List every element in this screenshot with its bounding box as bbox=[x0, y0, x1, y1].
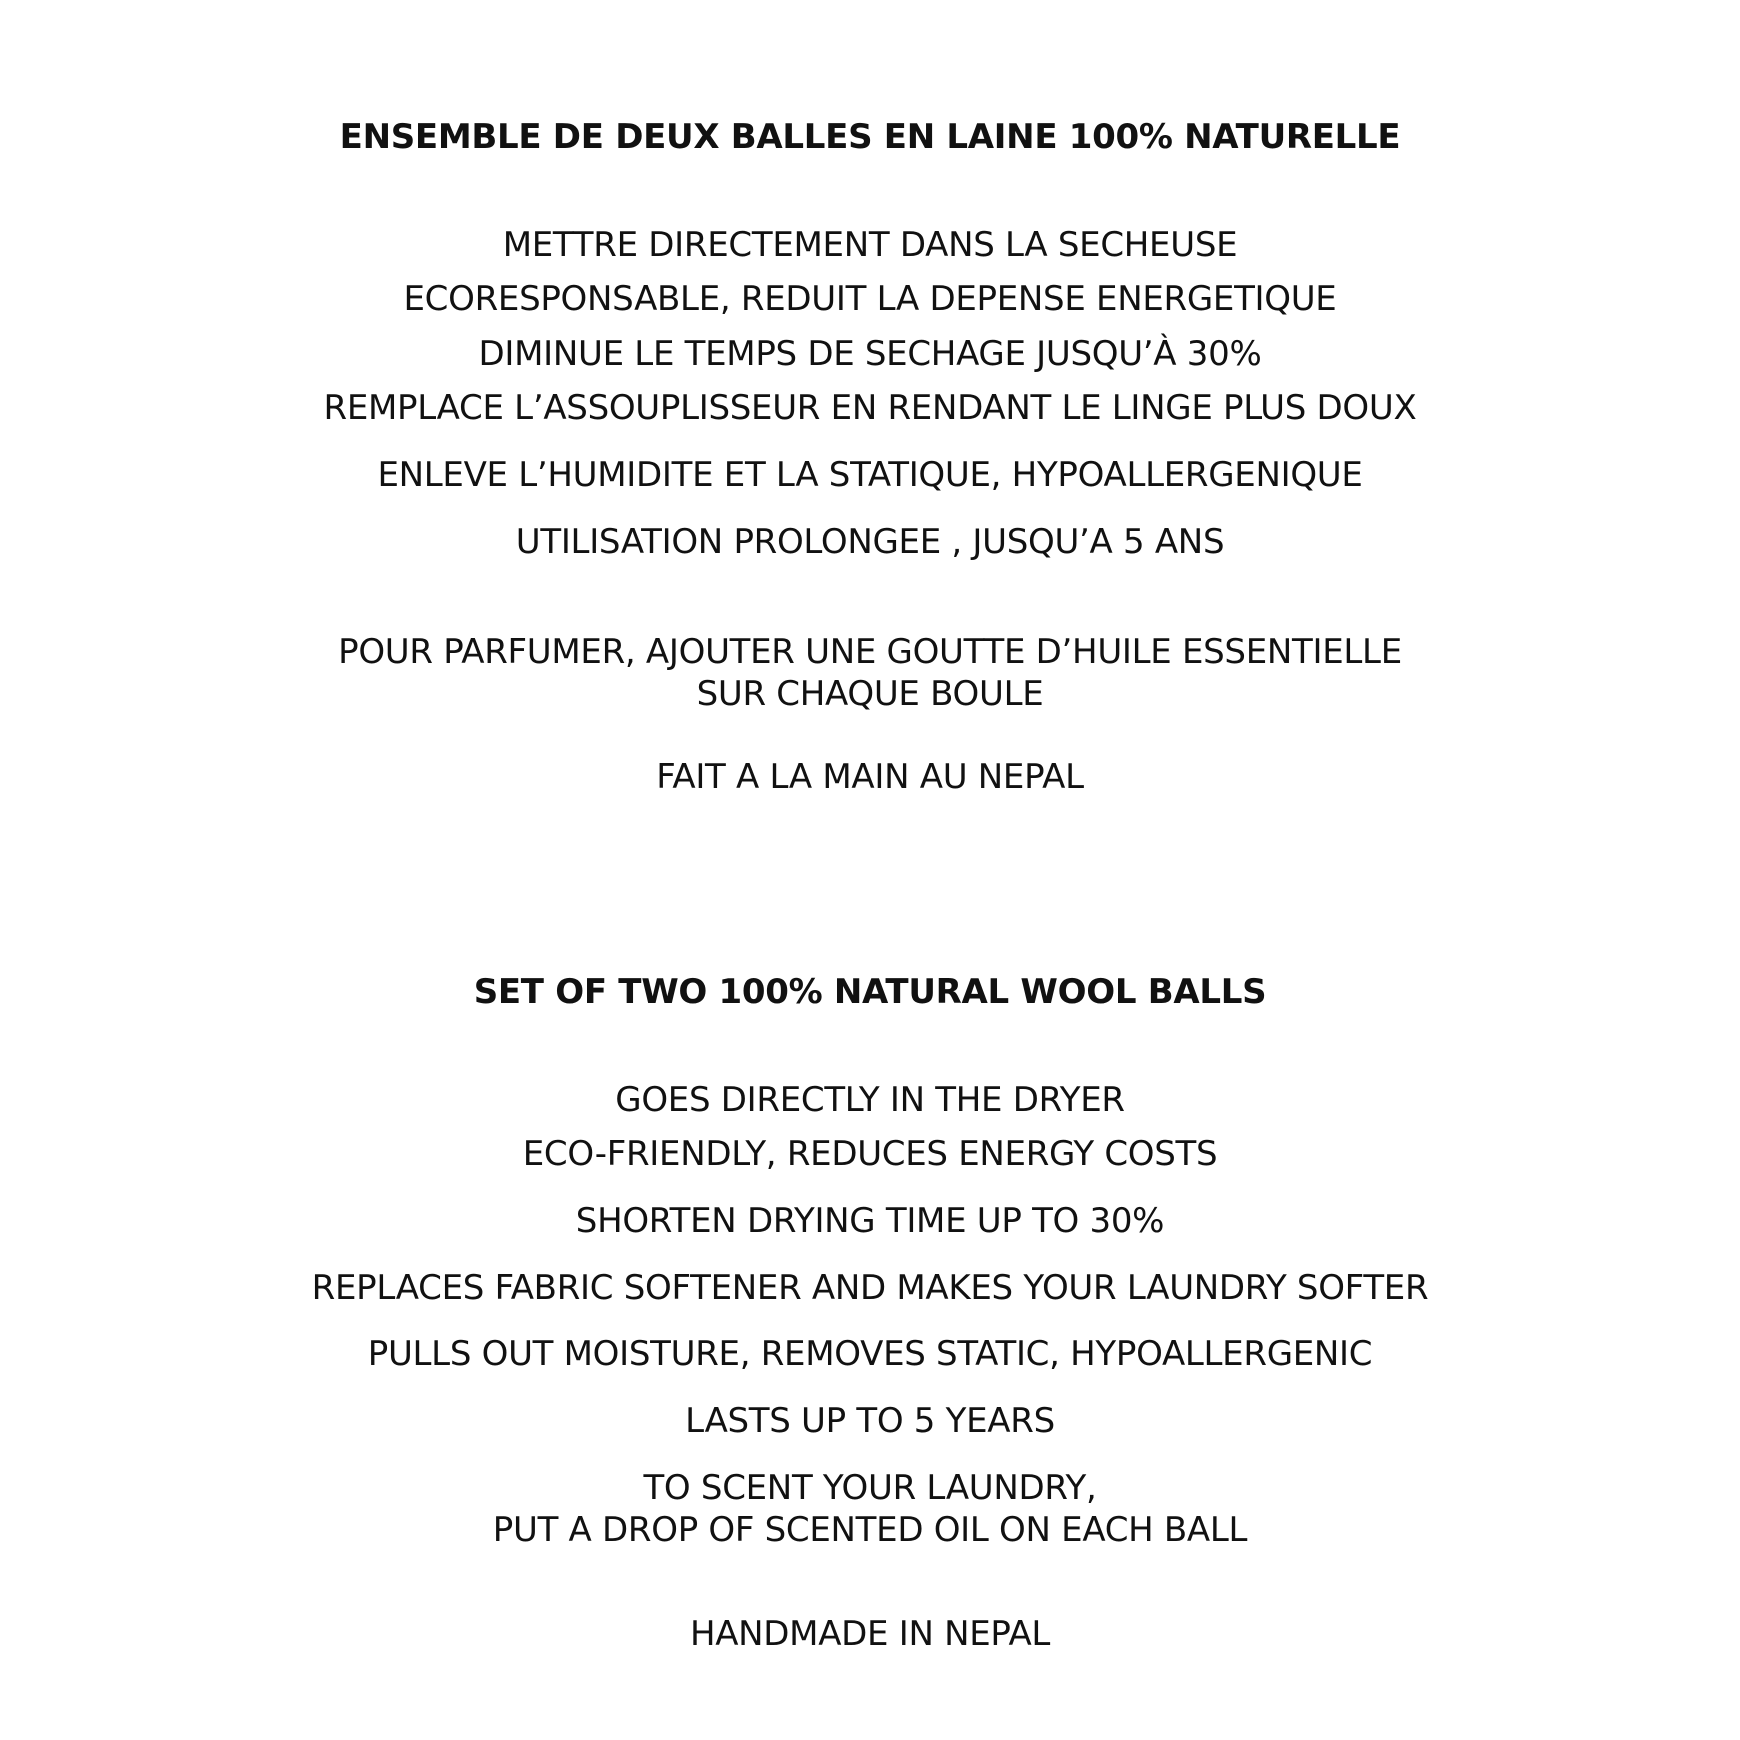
french-line-4: REMPLACE L’ASSOUPLISSEUR EN RENDANT LE LINGE PLUS DOUX bbox=[323, 388, 1417, 428]
french-line-5: ENLEVE L’HUMIDITE ET LA STATIQUE, HYPOALLERGENIQUE bbox=[377, 455, 1363, 495]
french-line-1: METTRE DIRECTEMENT DANS LA SECHEUSE bbox=[502, 225, 1238, 265]
french-line-3: DIMINUE LE TEMPS DE SECHAGE JUSQU’À 30% bbox=[478, 334, 1262, 374]
english-line-6: LASTS UP TO 5 YEARS bbox=[685, 1401, 1055, 1441]
english-line-5: PULLS OUT MOISTURE, REMOVES STATIC, HYPOALLERGENIC bbox=[367, 1334, 1373, 1374]
french-line-6: UTILISATION PROLONGEE , JUSQU’A 5 ANS bbox=[515, 522, 1225, 562]
english-line-9: HANDMADE IN NEPAL bbox=[689, 1614, 1051, 1654]
english-line-4: REPLACES FABRIC SOFTENER AND MAKES YOUR LAUNDRY SOFTER bbox=[311, 1268, 1429, 1308]
english-line-7: TO SCENT YOUR LAUNDRY, bbox=[643, 1468, 1097, 1508]
french-title: ENSEMBLE DE DEUX BALLES EN LAINE 100% NATURELLE bbox=[339, 117, 1401, 157]
english-line-3: SHORTEN DRYING TIME UP TO 30% bbox=[575, 1201, 1165, 1241]
english-line-8: PUT A DROP OF SCENTED OIL ON EACH BALL bbox=[492, 1510, 1248, 1550]
english-title: SET OF TWO 100% NATURAL WOOL BALLS bbox=[473, 972, 1267, 1012]
french-line-9: FAIT A LA MAIN AU NEPAL bbox=[656, 757, 1084, 797]
french-line-8: SUR CHAQUE BOULE bbox=[696, 674, 1044, 714]
french-line-7: POUR PARFUMER, AJOUTER UNE GOUTTE D’HUILE ESSENTIELLE bbox=[338, 632, 1402, 672]
english-line-2: ECO-FRIENDLY, REDUCES ENERGY COSTS bbox=[522, 1134, 1218, 1174]
english-line-1: GOES DIRECTLY IN THE DRYER bbox=[615, 1080, 1125, 1120]
french-line-2: ECORESPONSABLE, REDUIT LA DEPENSE ENERGETIQUE bbox=[403, 279, 1337, 319]
